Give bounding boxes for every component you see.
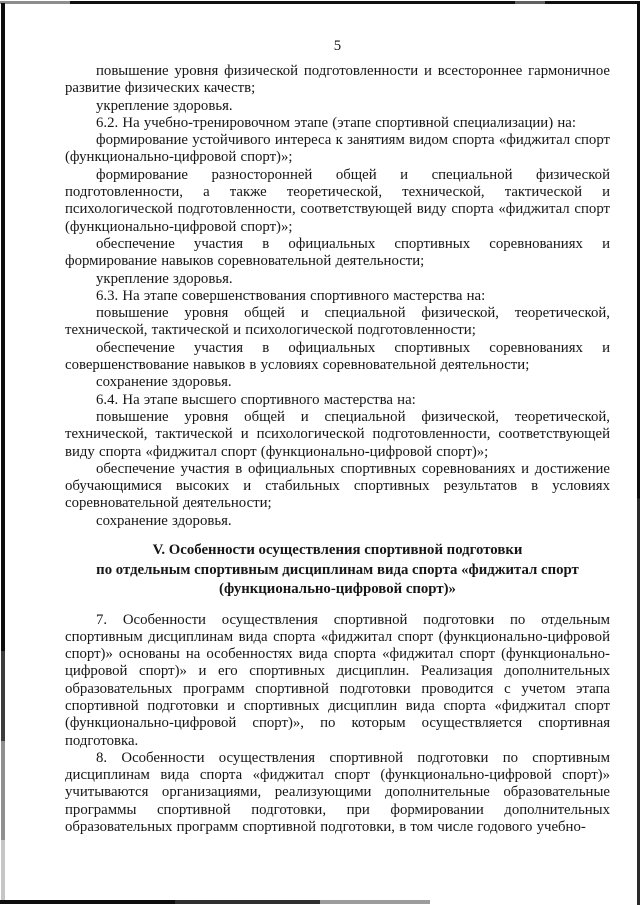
paragraph: повышение уровня физической подготовленности и всестороннее гармоничное развитие физических качеств; (65, 63, 610, 97)
paragraph: повышение уровня общей и специальной физической, теоретической, технической, тактической и психологической подготовленности; (65, 305, 610, 339)
heading-line: V. Особенности осуществления спортивной подготовки (152, 542, 523, 559)
page-number: 5 (333, 38, 342, 54)
paragraph: формирование разносторонней общей и специальной физической подготовленности, а также теоретической, технической, тактической и психологической подготовленности, соответствующей виду спорта «фиджитал спорт (функционально-цифровой спорт)»; (65, 166, 610, 235)
section-heading (65, 541, 610, 600)
paragraph: обеспечение участия в официальных спортивных соревнованиях и совершенствование навыков в условиях соревновательной деятельности; (65, 339, 610, 374)
paragraph: 7. Особенности осуществления спортивной подготовки по отдельным спортивным дисциплинам вида спорта «фиджитал спорт (функционально-цифровой спорт)» основаны на особенностях вида спорта «фиджитал спорт (функционально-цифровой спорт)» и его спортивных дисциплин. Реализация дополнительных образовательных программ спортивной подготовки проводится с учетом этапа спортивной подготовки и спортивных дисциплин вида спорта «фиджитал спорт (функционально-цифровой спорт)», по которым осуществляется спортивная подготовка. (65, 611, 610, 749)
paragraph: укрепление здоровья. (96, 270, 233, 287)
heading-line: по отдельным спортивным дисциплинам вида спорта «фиджитал спорт (96, 561, 579, 578)
paragraph: сохранение здоровья. (96, 512, 232, 529)
scan-artifact-left-edge (1, 3, 5, 903)
paragraph: 6.3. На этапе совершенствования спортивного мастерства на: (96, 287, 486, 304)
paragraph: обеспечение участия в официальных спортивных соревнованиях и формирование навыков соревновательной деятельности; (65, 235, 610, 270)
paragraph: 6.2. На учебно-тренировочном этапе (этапе спортивной специализации) на: (96, 114, 576, 131)
paragraph: повышение уровня общей и специальной физической, теоретической, технической, тактической и психологической подготовленности, соответствующей виду спорта «фиджитал спорт (функционально-цифровой спорт)»; (65, 408, 610, 460)
paragraph: сохранение здоровья. (96, 374, 232, 391)
paragraph: 6.4. На этапе высшего спортивного мастерства на: (96, 391, 416, 408)
document-body (65, 63, 610, 836)
scan-artifact-bottom-edge (0, 900, 640, 904)
paragraph: формирование устойчивого интереса к занятиям видом спорта «фиджитал спорт (функционально-цифровой спорт)»; (65, 132, 610, 166)
paragraph: укрепление здоровья. (96, 97, 233, 114)
heading-line: (функционально-цифровой спорт)» (219, 581, 456, 598)
paragraph: 8. Особенности осуществления спортивной подготовки по спортивным дисциплинам вида спорта «фиджитал спорт (функционально-цифровой спорт)» учитываются организациями, реализующими дополнительные образовательные программы спортивной подготовки, при формировании дополнительных образовательных программ спортивной подготовки, в том числе годового учебно- (65, 749, 610, 836)
page-content (65, 0, 610, 836)
paragraph: обеспечение участия в официальных спортивных соревнованиях и достижение обучающимися высоких и стабильных спортивных результатов в условиях соревновательной деятельности; (65, 460, 610, 512)
